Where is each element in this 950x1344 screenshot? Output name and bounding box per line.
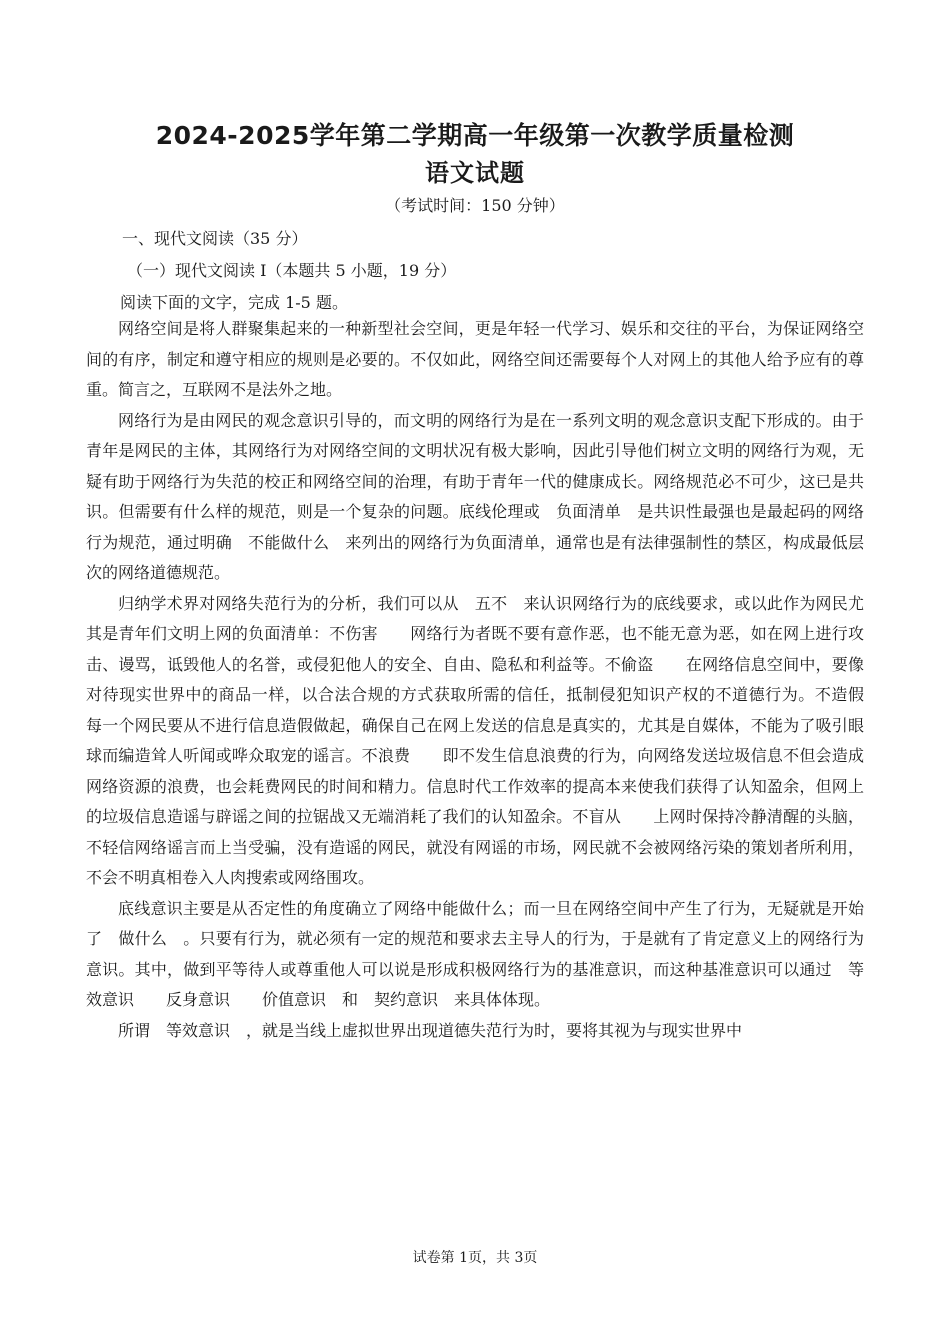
passage-paragraph: 网络空间是将人群聚集起来的一种新型社会空间，更是年轻一代学习、娱乐和交往的平台，为保证网络空间的有序，制定和遵守相应的规则是必要的。不仅如此，网络空间还需要每个人对网上的其他人给予应有的尊重。简言之，互联网不是法外之地。 xyxy=(86,319,864,399)
subsection-heading: （一）现代文阅读 I（本题共 5 小题，19 分） xyxy=(127,261,457,280)
passage-paragraph: 归纳学术界对网络失范行为的分析，我们可以从 五不 来认识网络行为的底线要求，或以此作为网民尤其是青年们文明上网的负面清单：不伤害 网络行为者既不要有意作恶，也不能无意为恶，如在网上进行攻击、谩骂，诋毁他人的名誉，或侵犯他人的安全、自由、隐私和利益等。不偷盗 在网络信息空间中，要像对待现实世界中的商品一样，以合法合规的方式获取所需的信任，抵制侵犯知识产权的不道德行为。不造假 每一个网民要从不进行信息造假做起，确保自己在网上发送的信息是真实的，尤其是自媒体，不能为了吸引眼球而编造耸人听闻或哗众取宠的谣言。不浪费 即不发生信息浪费的行为，向网络发送垃圾信息不但会造成网络资源的浪费，也会耗费网民的时间和精力。信息时代工作效率的提高本来使我们获得了认知盈余，但网上的垃圾信息造谣与辟谣之间的拉锯战又无端消耗了我们的认知盈余。不盲从 上网时保持冷静清醒的头脑，不轻信网络谣言而上当受骗，没有造谣的网民，就没有网谣的市场，网民就不会被网络污染的策划者所利用，不会不明真相卷入人肉搜索或网络围攻。 xyxy=(86,593,897,887)
passage-paragraph: 网络行为是由网民的观念意识引导的，而文明的网络行为是在一系列文明的观念意识支配下形成的。由于青年是网民的主体，其网络行为对网络空间的文明状况有极大影响，因此引导他们树立文明的网络行为观，无疑有助于网络行为失范的校正和网络空间的治理，有助于青年一代的健康成长。网络规范必不可少，这已是共识。但需要有什么样的规范，则是一个复杂的问题。底线伦理或 负面清单 是共识性最强也是最起码的网络行为规范，通过明确 不能做什么 来列出的网络行为负面清单，通常也是有法律强制性的禁区，构成最低层次的网络道德规范。 xyxy=(86,410,864,582)
exam-subtitle: 语文试题 xyxy=(425,159,525,187)
reading-passage xyxy=(86,314,897,1046)
page-footer: 试卷第 1页，共 3页 xyxy=(412,1250,538,1266)
reading-instruction: 阅读下面的文字，完成 1-5 题。 xyxy=(120,293,348,312)
passage-paragraph: 所谓 等效意识 ，就是当线上虚拟世界出现道德失范行为时，要将其视为与现实世界中 xyxy=(118,1020,743,1040)
passage-paragraph: 底线意识主要是从否定性的角度确立了网络中能做什么；而一旦在网络空间中产生了行为，无疑就是开始了 做什么 。只要有行为，就必须有一定的规范和要求去主导人的行为，于是就有了肯定意义上的网络行为意识。其中，做到平等待人或尊重他人可以说是形成积极网络行为的基准意识，而这种基准意识可以通过 等效意识 反身意识 价值意识 和 契约意识 来具体体现。 xyxy=(86,898,864,1009)
exam-time: （考试时间：150 分钟） xyxy=(385,196,565,215)
exam-title: 2024-2025学年第二学期高一年级第一次教学质量检测 xyxy=(155,121,795,150)
section-heading: 一、现代文阅读（35 分） xyxy=(122,229,308,248)
